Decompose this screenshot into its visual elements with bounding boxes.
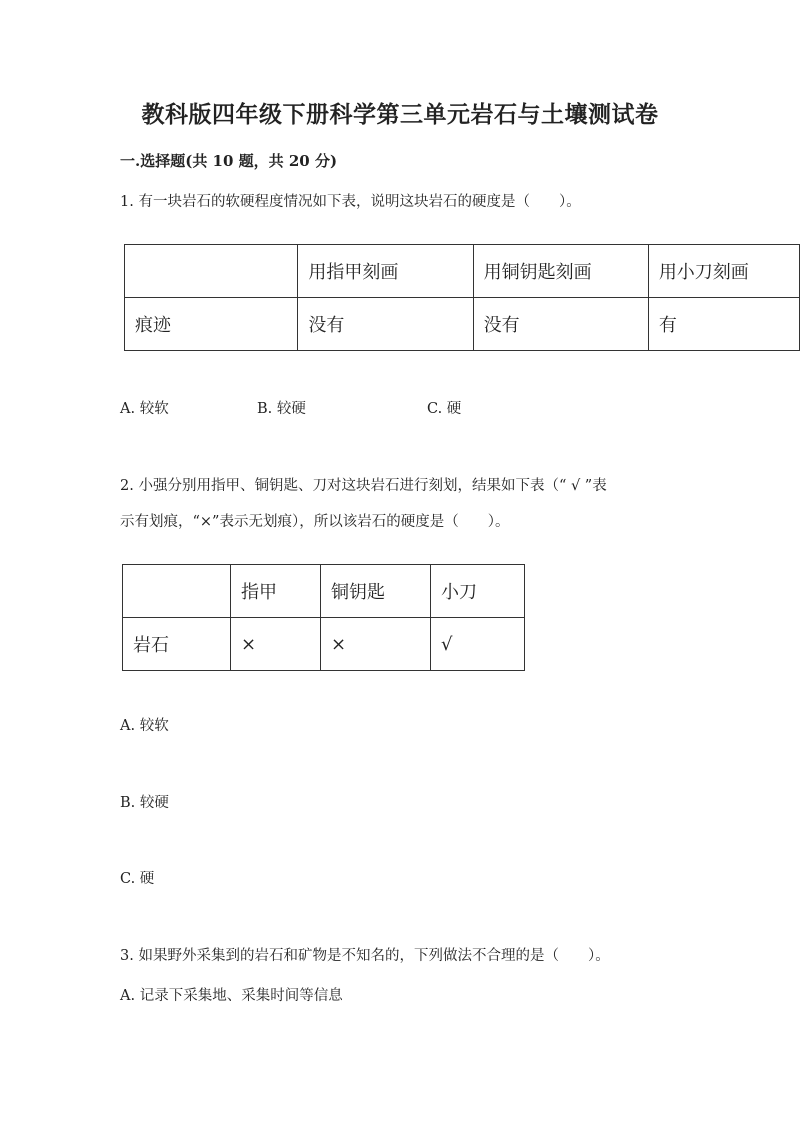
table-header-row xyxy=(125,245,800,298)
question-3-option-a: A. 记录下采集地、采集时间等信息 xyxy=(120,988,343,1004)
table-cell: 痕迹 xyxy=(125,298,298,351)
question-2-option-c: C. 硬 xyxy=(120,871,155,887)
table-cell xyxy=(125,245,298,298)
table-cell: 用小刀刻画 xyxy=(648,245,799,298)
table-cell: 没有 xyxy=(298,298,473,351)
question-2-text-line-1: 2. 小强分别用指甲、铜钥匙、刀对这块岩石进行刻划，结果如下表（“ √ ”表 xyxy=(120,478,607,494)
table-cell: × xyxy=(231,618,321,671)
table-cell: 铜钥匙 xyxy=(321,565,431,618)
question-1-table xyxy=(124,244,800,351)
question-1-option-a: A. 较软 xyxy=(120,401,169,417)
table-cell: 小刀 xyxy=(431,565,525,618)
table-cell: 岩石 xyxy=(123,618,231,671)
table-cell: 用指甲刻画 xyxy=(298,245,473,298)
table-cell: × xyxy=(321,618,431,671)
table-cell: 有 xyxy=(648,298,799,351)
question-2-text-line-2: 示有划痕，“×”表示无划痕），所以该岩石的硬度是（ ）。 xyxy=(120,514,510,530)
question-2-option-a: A. 较软 xyxy=(120,718,169,734)
question-3-text: 3. 如果野外采集到的岩石和矿物是不知名的，下列做法不合理的是（ ）。 xyxy=(120,948,610,964)
question-2-table xyxy=(122,564,525,671)
table-cell: 用铜钥匙刻画 xyxy=(473,245,648,298)
table-cell: √ xyxy=(431,618,525,671)
table-cell xyxy=(123,565,231,618)
question-1-option-b: B. 较硬 xyxy=(257,401,306,417)
section-heading: 一.选择题(共 10 题，共 20 分) xyxy=(120,152,338,170)
table-header-row xyxy=(123,565,525,618)
question-1-option-c: C. 硬 xyxy=(427,401,462,417)
table-row xyxy=(123,618,525,671)
table-cell: 没有 xyxy=(473,298,648,351)
page-title: 教科版四年级下册科学第三单元岩石与土壤测试卷 xyxy=(141,101,659,128)
table-row xyxy=(125,298,800,351)
question-2-option-b: B. 较硬 xyxy=(120,795,169,811)
question-1-text: 1. 有一块岩石的软硬程度情况如下表，说明这块岩石的硬度是（ ）。 xyxy=(120,194,581,210)
table-cell: 指甲 xyxy=(231,565,321,618)
